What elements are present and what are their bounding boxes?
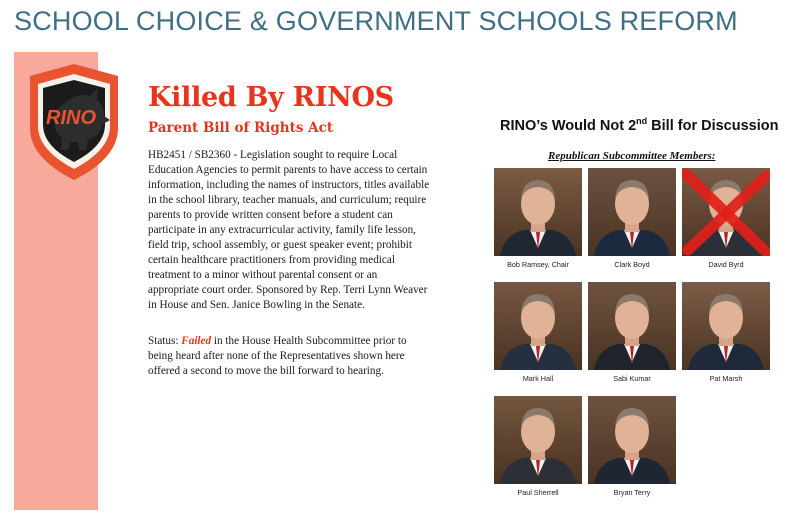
bill-description: HB2451 / SB2360 - Legislation sought to require Local Education Agencies to permit parents to have access to certain information, including the names of instructors, titles available in the school library, teacher manuals, and curriculum; require parents to provide written consent before a student can participate in any extracurricular activity, family life lesson, field trip, school assembly, or guest speaker event; prohibit certain healthcare practitioners from providing medical treatment to a minor without parental consent or an appropriate court order. Sponsored by Rep. Terri Lynn Weaver in House and Sen. Janice Bowling in the Senate. — [148, 149, 430, 311]
panel-title — [500, 116, 778, 134]
member-photo — [588, 282, 676, 370]
member-photo — [682, 282, 770, 370]
portrait-icon — [682, 282, 770, 370]
panel-title-sup: nd — [636, 116, 648, 126]
member-card — [494, 282, 582, 388]
status-label: Status: — [148, 335, 182, 347]
status-value: Failed — [181, 335, 212, 347]
member-photo — [494, 168, 582, 256]
member-photo — [494, 282, 582, 370]
member-card — [494, 396, 582, 502]
member-card — [588, 396, 676, 502]
headline: Killed By RINOS — [148, 82, 394, 113]
member-name: Bob Ramsey, Chair — [507, 260, 569, 269]
panel-title-end: Bill for Discussion — [647, 117, 779, 134]
member-name: Bryan Terry — [613, 488, 651, 497]
portrait-icon — [588, 396, 676, 484]
panel-subtitle: Republican Subcommittee Members: — [548, 150, 716, 162]
member-name: Mark Hall — [522, 374, 554, 383]
portrait-icon — [494, 282, 582, 370]
member-photo — [682, 168, 770, 256]
red-x-icon — [682, 168, 770, 256]
subheadline: Parent Bill of Rights Act — [148, 120, 334, 136]
member-name: Clark Boyd — [614, 260, 650, 269]
status-detail: in the House Health Subcommittee prior to being heard after none of the Representatives shown here offered a second to move the bill forward to hearing. — [148, 335, 407, 377]
page-header: SCHOOL CHOICE & GOVERNMENT SCHOOLS REFORM — [14, 6, 738, 36]
member-card — [682, 282, 770, 388]
portrait-icon — [494, 396, 582, 484]
member-card — [682, 168, 770, 274]
bill-status — [148, 334, 430, 379]
member-card — [588, 282, 676, 388]
member-card — [494, 168, 582, 274]
member-name: Pat Marsh — [709, 374, 743, 383]
panel-title-main: RINO’s Would Not 2 — [500, 117, 637, 134]
member-card — [588, 168, 676, 274]
member-name: Paul Sherrell — [517, 488, 559, 497]
portrait-icon — [494, 168, 582, 256]
member-photo — [588, 168, 676, 256]
rhino-badge-icon — [24, 62, 124, 182]
member-name: Sabi Kumar — [613, 374, 651, 383]
member-photo — [494, 396, 582, 484]
badge-text: RINO — [46, 107, 96, 129]
member-photo — [588, 396, 676, 484]
portrait-icon — [588, 168, 676, 256]
member-name: David Byrd — [708, 260, 744, 269]
portrait-icon — [588, 282, 676, 370]
